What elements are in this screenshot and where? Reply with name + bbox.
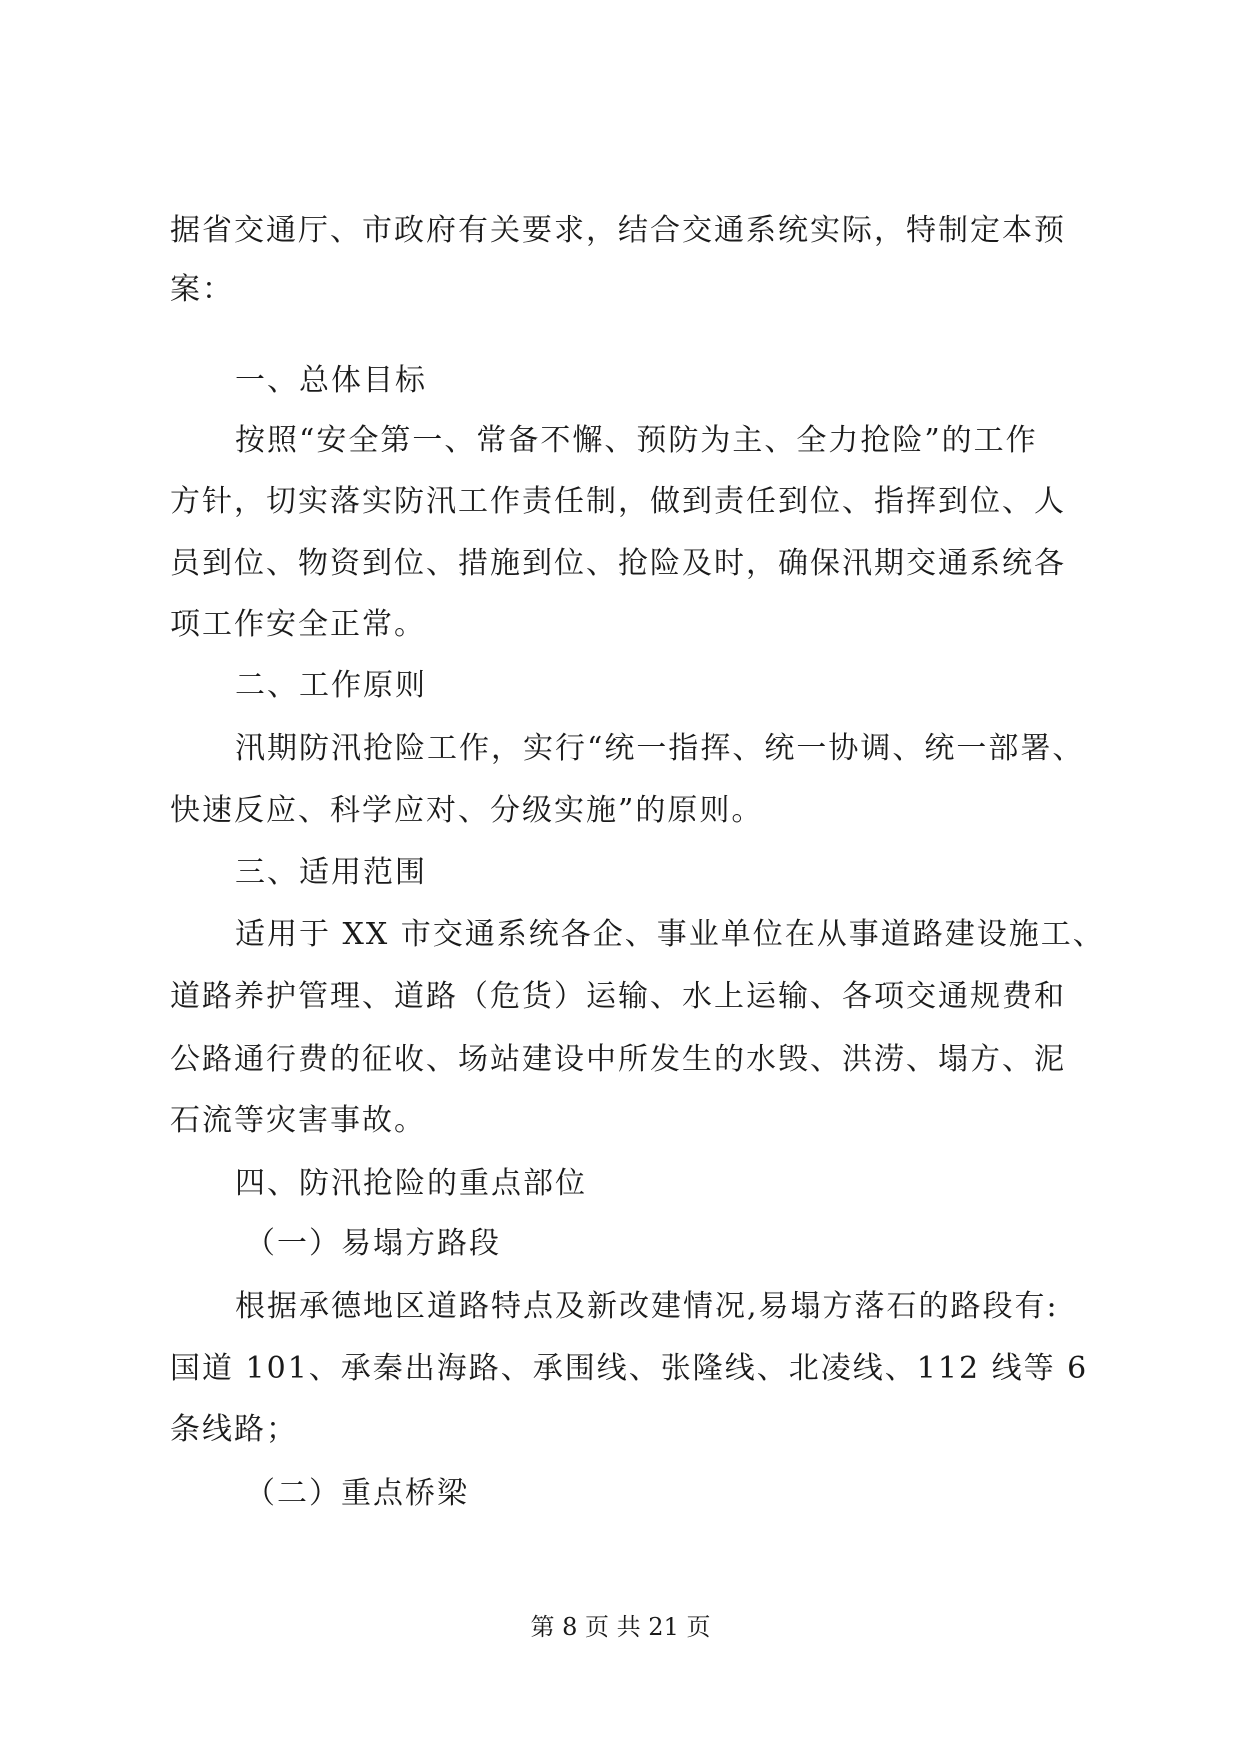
section-heading-work-principles: 二、工作原则	[235, 668, 427, 703]
section-heading-key-locations: 四、防汛抢险的重点部位	[235, 1166, 587, 1201]
paragraph-line: 国道 101、承秦出海路、承围线、张隆线、北凌线、112 线等 6	[170, 1351, 1089, 1386]
paragraph-line: 适用于 XX 市交通系统各企、事业单位在从事道路建设施工、	[235, 917, 1105, 952]
paragraph-line: 项工作安全正常。	[170, 607, 426, 642]
paragraph-line: 公路通行费的征收、场站建设中所发生的水毁、洪涝、塌方、泥	[170, 1042, 1066, 1077]
subsection-heading-landslide-roads: （一）易塌方路段	[245, 1226, 501, 1261]
paragraph-line: 据省交通厅、市政府有关要求，结合交通系统实际，特制定本预	[170, 213, 1066, 248]
paragraph-line: 快速反应、科学应对、分级实施”的原则。	[170, 793, 764, 828]
section-heading-scope: 三、适用范围	[235, 855, 427, 890]
paragraph-line: 员到位、物资到位、措施到位、抢险及时，确保汛期交通系统各	[170, 546, 1066, 581]
paragraph-line: 汛期防汛抢险工作，实行“统一指挥、统一协调、统一部署、	[235, 731, 1085, 766]
section-heading-overall-goal: 一、总体目标	[235, 363, 427, 398]
paragraph-line: 方针，切实落实防汛工作责任制，做到责任到位、指挥到位、人	[170, 484, 1066, 519]
paragraph-line: 案：	[170, 272, 234, 307]
paragraph-line: 道路养护管理、道路（危货）运输、水上运输、各项交通规费和	[170, 979, 1066, 1014]
paragraph-line: 根据承德地区道路特点及新改建情况,易塌方落石的路段有:	[235, 1289, 1059, 1324]
paragraph-line: 按照“安全第一、常备不懈、预防为主、全力抢险”的工作	[235, 423, 1038, 458]
paragraph-line: 石流等灾害事故。	[170, 1103, 426, 1138]
paragraph-line: 条线路；	[170, 1412, 298, 1447]
page-number-footer: 第 8 页 共 21 页	[530, 1613, 711, 1641]
subsection-heading-key-bridges: （二）重点桥梁	[245, 1476, 469, 1511]
